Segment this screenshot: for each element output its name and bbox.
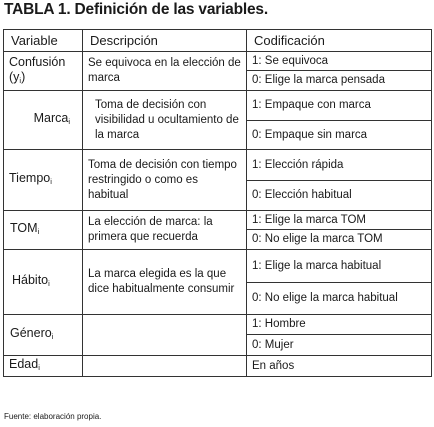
variable-cell: Edad$_i$ (4, 356, 83, 377)
description-cell: Se equivoca en la elección de marca (83, 52, 247, 91)
variable-cell: Hábito$_i$ (4, 250, 83, 315)
code-cell: En años (247, 356, 432, 377)
variable-cell: Género$_i$ (4, 315, 83, 356)
table-row (4, 315, 432, 335)
variable-cell: Confusión $(y_i)$ (4, 52, 83, 91)
description-cell: La marca elegida es la que dice habitualmente consumir (83, 250, 247, 315)
table-header-row (4, 30, 432, 52)
table-row (4, 250, 432, 283)
code-cell: 1: Elige la marca TOM (247, 211, 432, 230)
table-title: TABLA 1. Definición de las variables. (4, 1, 268, 18)
description-cell (83, 356, 247, 377)
table-row (4, 356, 432, 377)
code-cell: 0: No elige la marca habitual (247, 283, 432, 315)
code-cell: 1: Elección rápida (247, 150, 432, 181)
variables-table (3, 29, 432, 377)
variable-cell: $TOM_i$ (4, 211, 83, 250)
variable-cell: Marca$_i$ (4, 91, 83, 150)
code-cell: 0: Elige la marca pensada (247, 71, 432, 91)
code-cell: 1: Elige la marca habitual (247, 250, 432, 283)
description-cell: Toma de decisión con visibilidad u ocultamiento de la marca (83, 91, 247, 150)
code-cell: 1: Empaque con marca (247, 91, 432, 121)
header-descripcion: Descripción (83, 30, 247, 52)
code-cell: 1: Hombre (247, 315, 432, 335)
code-cell: 1: Se equivoca (247, 52, 432, 71)
header-codificacion: Codificación (247, 30, 432, 52)
variable-cell: Tiempo$_i$ (4, 150, 83, 211)
description-cell: La elección de marca: la primera que recuerda (83, 211, 247, 250)
header-variable: Variable (4, 30, 83, 52)
code-cell: 0: Elección habitual (247, 181, 432, 211)
code-cell: 0: No elige la marca TOM (247, 230, 432, 250)
code-cell: 0: Mujer (247, 335, 432, 356)
table-row (4, 150, 432, 181)
description-cell (83, 315, 247, 356)
table-row (4, 91, 432, 121)
table-row (4, 211, 432, 230)
description-cell: Toma de decisión con tiempo restringido o como es habitual (83, 150, 247, 211)
source-note: Fuente: elaboración propia. (4, 412, 102, 421)
code-cell: 0: Empaque sin marca (247, 121, 432, 150)
table-row (4, 52, 432, 71)
